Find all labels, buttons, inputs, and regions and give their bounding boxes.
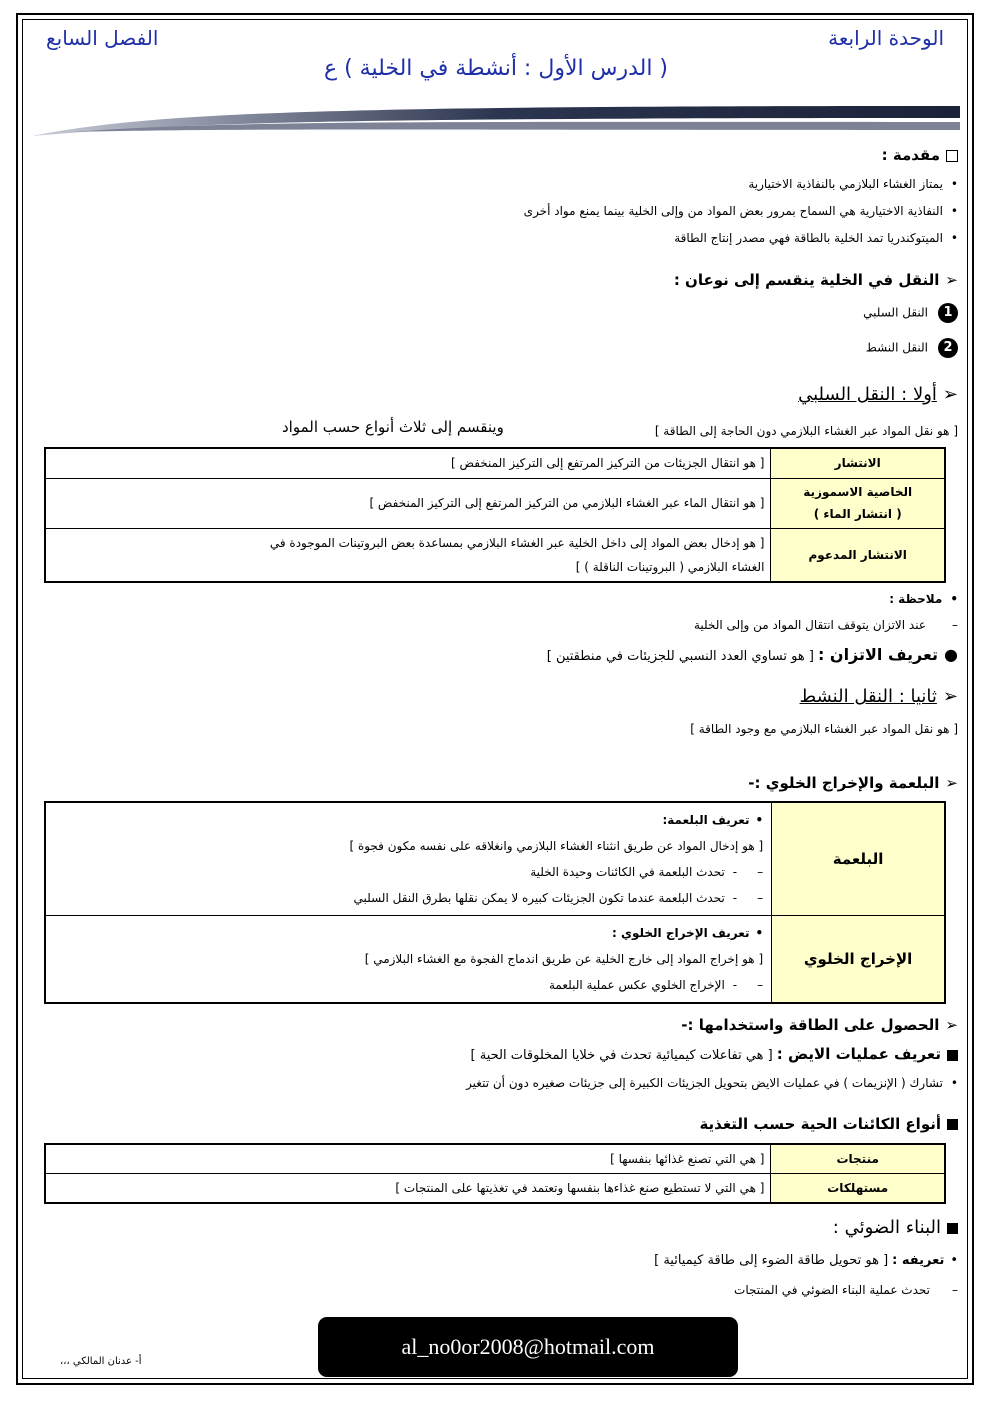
nutrition-table	[44, 1143, 946, 1204]
intro-heading	[882, 146, 958, 164]
photo-note: –تحدث عملية البناء الضوئي في المنتجات	[734, 1283, 958, 1297]
transport-type-label: النقل النشط	[865, 340, 928, 355]
passive-definition: [ هو نقل المواد عبر الغشاء البلازمي دون الحاجة إلى الطاقة ]	[654, 424, 958, 438]
table-row	[45, 448, 945, 478]
table-cell-definition: •تعريف الإخراج الخلوي : [ هو إخراج المواد إلى خارج الخلية عن طريق اندماج الفجوة مع الغشاء البلازمي ] –-الإخراج الخلوي عكس عملية البلعمة	[45, 916, 772, 1004]
photo-title: البناء الضوئي :	[832, 1217, 941, 1238]
arrow-marker-icon: ➢	[945, 271, 958, 289]
table-cell-label: الانتشار	[771, 448, 945, 478]
transport-title: النقل في الخلية ينقسم إلى نوعان :	[673, 271, 940, 289]
arrow-marker-icon: ➢	[945, 1016, 958, 1034]
filled-square-icon	[947, 1119, 958, 1130]
table-row	[45, 916, 945, 1004]
number-two-icon: 2	[938, 338, 958, 358]
transport-type-label: النقل السلبي	[863, 305, 928, 320]
lesson-title: ( الدرس الأول : أنشطة في الخلية ) ع	[323, 56, 669, 81]
endo-heading	[748, 774, 958, 792]
checkbox-square-icon	[946, 150, 958, 162]
transport-heading	[674, 271, 958, 289]
table-cell-definition: [ هو انتقال الماء عبر الغشاء البلازمي من التركيز المرتفع إلى التركيز المنخفض ]	[45, 478, 771, 528]
unit-title: الوحدة الرابعة	[828, 26, 944, 50]
table-cell-definition: [ هي التي تصنع غذائها بنفسها ]	[45, 1144, 771, 1174]
nutrition-title: أنواع الكائنات الحية حسب التغذية	[699, 1115, 941, 1133]
endo-title: البلعمة والإخراج الخلوي :-	[748, 774, 940, 792]
intro-item: • الميتوكندريا تمد الخلية بالطاقة فهي مصدر إنتاج الطاقة	[674, 231, 958, 245]
table-cell-definition: [ هي التي لا تستطيع صنع غذاءها بنفسها وتعتمد في تغذيتها على المنتجات ]	[45, 1174, 771, 1204]
intro-title: مقدمة :	[881, 146, 940, 164]
energy-title: الحصول على الطاقة واستخدامها :-	[681, 1016, 940, 1034]
active-heading	[800, 686, 958, 707]
passive-division: وينقسم إلى ثلاث أنواع حسب المواد	[282, 418, 504, 436]
arrow-marker-icon: ➢	[942, 384, 958, 405]
photo-heading	[833, 1217, 958, 1238]
table-cell-label: منتجات	[771, 1144, 945, 1174]
endo-table	[44, 801, 946, 1004]
equilibrium-definition: ●تعريف الاتزان :[ هو تساوي العدد النسبي للجزيئات في منطقتين ]	[546, 645, 958, 664]
email-banner: al_no0or2008@hotmail.com	[318, 1317, 738, 1377]
table-row	[45, 528, 945, 582]
arrow-marker-icon: ➢	[942, 686, 958, 707]
arrow-marker-icon: ➢	[945, 774, 958, 792]
table-cell-definition: [ هو انتقال الجزيئات من التركيز المرتفع إلى التركيز المنخفض ]	[45, 448, 771, 478]
note-text: –عند الاتزان يتوقف انتقال المواد من وإلى الخلية	[693, 618, 958, 632]
energy-heading	[681, 1016, 958, 1034]
header-divider-bar	[32, 102, 960, 136]
table-cell-label: الانتشار المدعوم	[771, 528, 945, 582]
active-definition: [ هو نقل المواد عبر الغشاء البلازمي مع وجود الطاقة ]	[690, 722, 958, 736]
filled-square-icon	[947, 1050, 958, 1061]
table-cell-label: الإخراج الخلوي	[772, 916, 945, 1004]
table-row	[45, 1174, 945, 1204]
table-cell-label: مستهلكات	[771, 1174, 945, 1204]
author-name: أ- عدنان المالكي ،،،	[60, 1356, 142, 1367]
chapter-title: الفصل السابع	[46, 26, 159, 50]
table-cell-label: البلعمة	[772, 802, 945, 916]
intro-item: • يمتاز الغشاء البلازمي بالنفاذية الاختيارية	[748, 177, 958, 191]
table-cell-definition: •تعريف البلعمة: [ هو إدخال المواد عن طريق انثناء الغشاء البلازمي وانغلاقه على نفسه مكون فجوة ] –-تحدث البلعمة في الكائنات وحيدة الخلية –-تحدث البلعمة عندما تكون الجزيئات كبيره لا يمكن نقلها بطرق النقل السلبي	[45, 802, 772, 916]
note-title: • ملاحظة :	[889, 592, 958, 606]
nutrition-heading	[699, 1115, 958, 1133]
transport-type-passive	[863, 303, 958, 323]
table-row	[45, 1144, 945, 1174]
photo-definition: •تعريفه :[ هو تحويل طاقة الضوء إلى طاقة كيميائية ]	[654, 1253, 958, 1268]
passive-title: أولا : النقل السلبي	[798, 384, 937, 405]
table-row	[45, 802, 945, 916]
filled-square-icon	[947, 1223, 958, 1234]
table-cell-definition: [ هو إدخال بعض المواد إلى داخل الخلية عبر الغشاء البلازمي بمساعدة بعض البروتينات الموجودة في الغشاء البلازمي ( البروتينات الناقلة ) ]	[45, 528, 771, 582]
table-cell-label: الخاصية الاسموزية ( انتشار الماء )	[771, 478, 945, 528]
enzymes-note: • تشارك ( الإنزيمات ) في عمليات الايض بتحويل الجزيئات الكبيرة إلى جزيئات صغيره دون أن تتغير	[466, 1076, 958, 1090]
intro-item: • النفاذية الاختيارية هي السماح بمرور بعض المواد من وإلى الخلية بينما يمنع مواد أخرى	[524, 204, 958, 218]
table-row	[45, 478, 945, 528]
active-title: ثانيا : النقل النشط	[799, 686, 937, 707]
passive-heading	[798, 384, 958, 405]
number-one-icon: 1	[938, 303, 958, 323]
passive-types-table	[44, 447, 946, 583]
transport-type-active	[866, 338, 958, 358]
metabolism-definition: تعريف عمليات الايض :[ هي تفاعلات كيميائية تحدث في خلايا المخلوقات الحية ]	[471, 1045, 958, 1063]
